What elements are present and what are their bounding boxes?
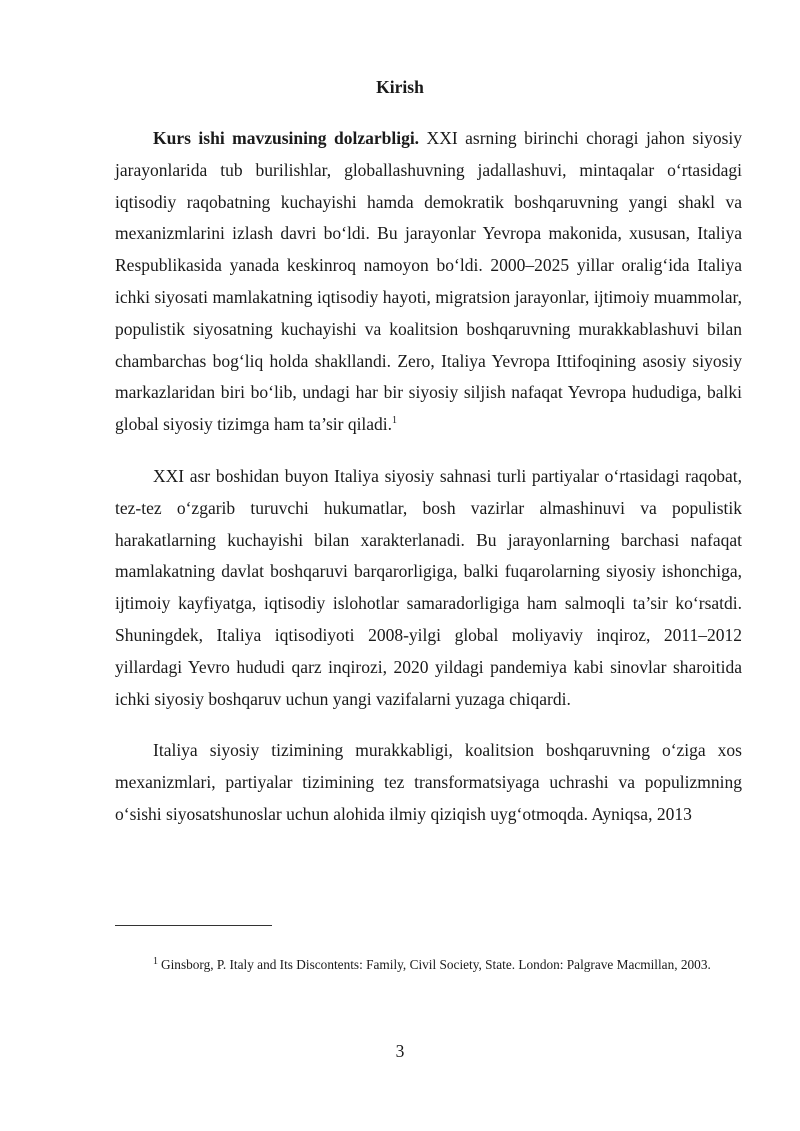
footnote-text: Ginsborg, P. Italy and Its Discontents: Family, Civil Society, State. London: Palgrave Macmillan, 2003.: [161, 957, 711, 972]
page-number: 3: [395, 1041, 405, 1061]
body-text: [115, 123, 742, 851]
footnote-mark: 1: [153, 955, 158, 967]
paragraph-political-system: Italiya siyosiy tizimining murakkabligi, koalitsion boshqaruvning o‘ziga xos mexanizmlari, partiyalar tizimining tez transformatsiyaga uchrashi va populizmning o‘sishi siyosatshunoslar uchun alohida ilmiy qiziqish uyg‘otmoqda. Ayniqsa, 2013: [115, 740, 742, 824]
section-heading: Kirish: [376, 77, 424, 97]
footnote-reference[interactable]: 1: [392, 415, 398, 427]
paragraph-political-scene: XXI asr boshidan buyon Italiya siyosiy sahnasi turli partiyalar o‘rtasidagi raqobat, tez-tez o‘zgarib turuvchi hukumatlar, bosh vazirlar almashinuvi va populistik harakatlarning kuchayishi bilan xarakterlanadi. Bu jarayonlarning barchasi nafaqat mamlakatning davlat boshqaruvi barqarorligiga, balki fuqarolarning siyosiy ishonchiga, ijtimoiy kayfiyatga, iqtisodiy islohotlar samaradorligiga ham salmoqli ta’sir ko‘rsatdi. Shuningdek, Italiya iqtisodiyoti 2008-yilgi global moliyaviy inqiroz, 2011–2012 yillardagi Yevro hududi qarz inqirozi, 2020 yildagi pandemiya kabi sinovlar sharoitida ichki siyosiy boshqaruv uchun yangi vazifalarni yuzaga chiqardi.: [115, 465, 742, 709]
footnote: [115, 951, 742, 978]
paragraph-lead: Kurs ishi mavzusining dolzarbligi.: [153, 128, 420, 148]
paragraph-relevance: [115, 123, 742, 441]
footnote-separator: [115, 925, 272, 926]
paragraph-text: XXI asrning birinchi choragi jahon siyosiy jarayonlarida tub burilishlar, globallashuvning jadallashuvi, mintaqalar o‘rtasidagi iqtisodiy raqobatning kuchayishi hamda demokratik boshqaruvning yangi shakl va mexanizmlarini izlash davri bo‘ldi. Bu jarayonlar Yevropa makonida, xususan, Italiya Respublikasida yanada keskinroq namoyon bo‘ldi. 2000–2025 yillar oralig‘ida Italiya ichki siyosati mamlakatning iqtisodiy hayoti, migratsion jarayonlar, ijtimoiy muammolar, populistik siyosatning kuchayishi va koalitsion boshqaruvning murakkablashuvi bilan chambarchas bog‘liq holda shakllandi. Zero, Italiya Yevropa Ittifoqining asosiy siyosiy markazlaridan biri bo‘lib, undagi har bir siyosiy siljish nafaqat Yevropa hududiga, balki global siyosiy tizimga ham ta’sir qiladi.: [115, 128, 742, 435]
